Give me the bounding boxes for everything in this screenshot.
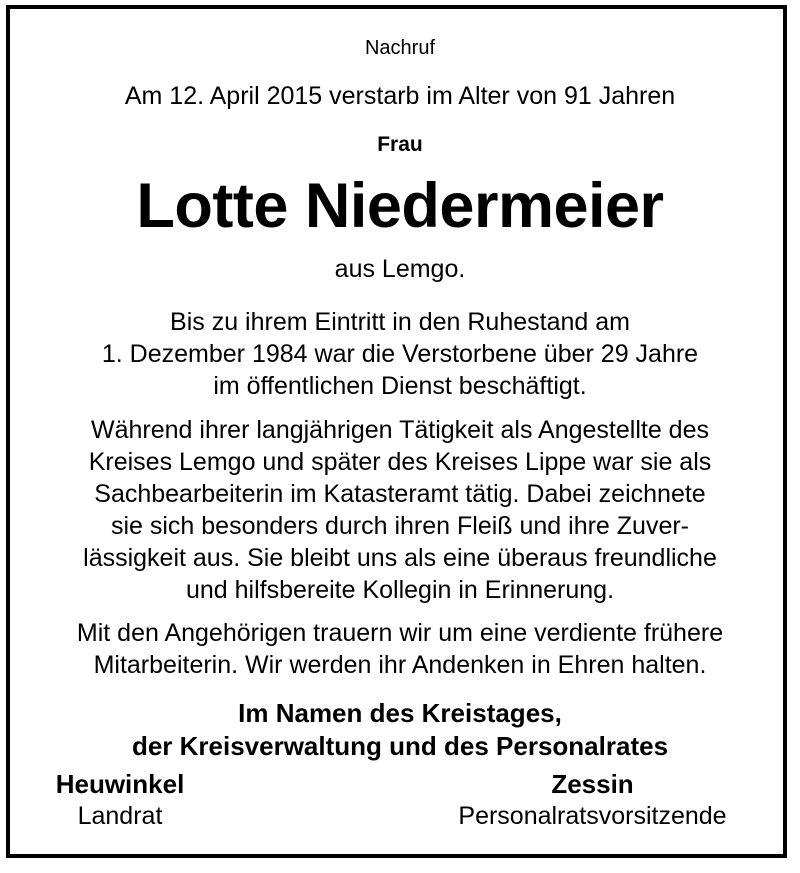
signatory-right (420, 768, 765, 832)
text-line: 1. Dezember 1984 war die Verstorbene über 29 Jahre (101, 340, 699, 368)
text-line: Während ihrer langjährigen Tätigkeit als Angestellte des (91, 416, 709, 444)
text-line: Mitarbeiterin. Wir werden ihr Andenken in Ehren halten. (93, 651, 707, 679)
text-line: sie sich besonders durch ihren Fleiß und ihre Zuver- (110, 512, 690, 540)
text-line: im öffentlichen Dienst beschäftigt. (213, 372, 587, 400)
condolence-paragraph (0, 617, 800, 681)
salutation: Frau (377, 133, 423, 156)
death-announcement: Am 12. April 2015 verstarb im Alter von 91 Jahren (124, 82, 676, 110)
text-line: und hilfsbereite Kollegin in Erinnerung. (185, 576, 615, 604)
deceased-name: Lotte Niedermeier (136, 171, 664, 241)
text-line: lässigkeit aus. Sie bleibt uns als eine überaus freundliche (83, 544, 717, 572)
career-paragraph (0, 306, 800, 402)
notice-heading: Nachruf (364, 37, 436, 59)
text-line: Kreises Lemgo und später des Kreises Lippe war sie als (88, 448, 712, 476)
hometown: aus Lemgo. (334, 255, 466, 283)
signatory-name: Heuwinkel (55, 769, 185, 799)
signatory-title: Landrat (77, 802, 163, 830)
text-line: Sachbearbeiterin im Katasteramt tätig. Dabei zeichnete (94, 480, 706, 508)
tribute-paragraph (0, 414, 800, 606)
closing-line: der Kreisverwaltung und des Personalrates (131, 731, 669, 761)
signatory-title: Personalratsvorsitzende (458, 802, 727, 830)
text-line: Mit den Angehörigen trauern wir um eine verdiente frühere (76, 619, 724, 647)
text-line: Bis zu ihrem Eintritt in den Ruhestand am (170, 308, 630, 336)
closing-statement (0, 697, 800, 763)
signatory-name: Zessin (551, 769, 634, 799)
closing-line: Im Namen des Kreistages, (238, 698, 562, 728)
signatory-left (40, 768, 200, 832)
